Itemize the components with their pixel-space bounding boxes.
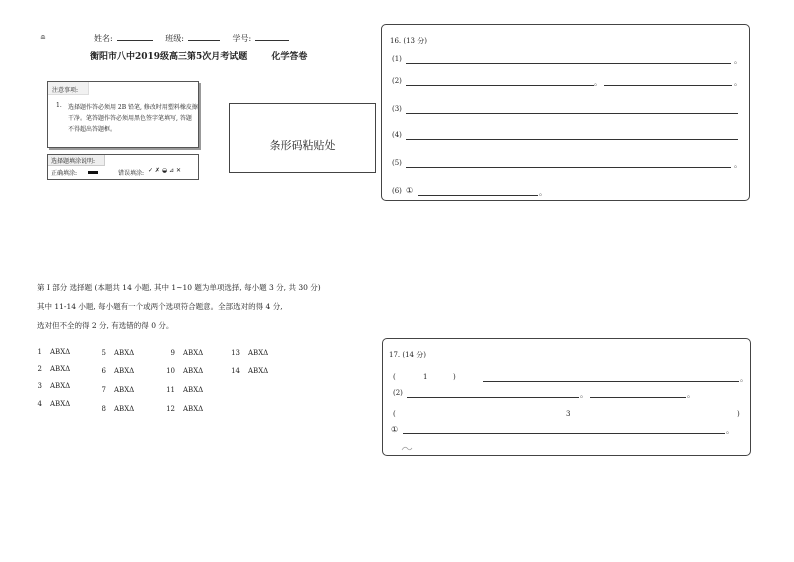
choice-8[interactable]: 8 ABXΔ: [101, 405, 135, 413]
exam-subtitle: 化学答卷: [271, 52, 308, 62]
section-line-3: 选对但不全的得 2 分, 有选错的得 0 分。: [37, 321, 174, 330]
section-line-2: 其中 11-14 小题, 每小题有一个或两个选项符合题意。全部选对的得 4 分,: [37, 302, 283, 311]
q16-answer-box: [381, 24, 750, 201]
q16-r5-period: 。: [734, 160, 742, 169]
correct-fill-label: 正确填涂:: [51, 170, 78, 177]
wrong-fill-marks: ✓ ✗ ◒ ⊿ ✕: [148, 167, 181, 174]
notice-heading: 注意事项:: [52, 87, 79, 94]
q16-r6-period: 。: [539, 188, 547, 197]
choice-1[interactable]: 1 ABXΔ: [37, 348, 71, 356]
q16-r2-line-a[interactable]: [406, 85, 594, 86]
wrong-fill-label: 错误填涂:: [118, 170, 145, 177]
q16-r2-end: 。: [734, 78, 742, 87]
q16-r5-line[interactable]: [406, 167, 731, 168]
section-line-1: 第 I 部分 选择题 (本题共 14 小题, 其中 1~10 题为单项选择, 每小题 3 分, 共 30 分): [37, 283, 321, 292]
notice-line-1: 选择题作答必须用 2B 铅笔, 修改时用塑料橡皮擦: [68, 104, 198, 111]
choice-10[interactable]: 10 ABXΔ: [166, 367, 204, 375]
choice-6[interactable]: 6 ABXΔ: [101, 367, 135, 375]
barcode-label: 条形码粘贴处: [269, 139, 336, 152]
choice-11[interactable]: 11 ABXΔ: [166, 386, 204, 394]
q16-r6-line[interactable]: [418, 195, 538, 196]
notice-line-2: 干净。笔答题作答必须用黑色签字笔填写, 答题: [68, 115, 192, 122]
q17-r1-open: (: [393, 373, 396, 381]
q16-r1-period: 。: [734, 56, 742, 65]
id-label: 学号:: [232, 34, 252, 43]
q16-heading: 16. (13 分): [390, 37, 427, 45]
q16-r2-period: 。: [594, 78, 602, 87]
q17-r3-open: (: [393, 410, 396, 418]
q16-r6-circle: ①: [406, 186, 414, 195]
choice-12[interactable]: 12 ABXΔ: [166, 405, 204, 413]
q16-r3-label: (3): [392, 105, 402, 113]
q16-r2-line-b[interactable]: [604, 85, 732, 86]
class-label: 班级:: [165, 34, 184, 43]
q16-r1-label: (1): [392, 55, 402, 63]
notice-box: [47, 81, 199, 148]
q17-r2-line-a[interactable]: [407, 397, 579, 398]
name-label: 姓名:: [94, 34, 113, 43]
q17-r1-num: 1: [423, 373, 428, 381]
q17-r3-num: 3: [566, 410, 571, 418]
q16-r4-line[interactable]: [406, 139, 738, 140]
q17-r1-line[interactable]: [483, 381, 739, 382]
choice-5[interactable]: 5 ABXΔ: [101, 349, 135, 357]
corner-mark: ≘: [40, 34, 46, 42]
q17-r3-close: ): [737, 410, 740, 418]
scribble-mark: [401, 445, 413, 451]
fill-example-box: [47, 154, 199, 180]
q16-r2-label: (2): [392, 77, 402, 85]
q17-answer-box: [382, 338, 751, 456]
choice-9[interactable]: 9 ABXΔ: [170, 349, 204, 357]
choice-13[interactable]: 13 ABXΔ: [231, 349, 269, 357]
choice-2[interactable]: 2 ABXΔ: [37, 365, 71, 373]
q17-r2-end: 。: [687, 390, 695, 399]
q17-r1-close: ): [453, 373, 456, 381]
q17-r2-label: (2): [393, 389, 403, 397]
q16-r5-label: (5): [392, 159, 402, 167]
q17-heading: 17. (14 分): [389, 351, 426, 359]
notice-item-number: 1.: [56, 102, 62, 109]
fill-heading: 选择题填涂说明:: [51, 158, 96, 165]
q17-r1-period: 。: [740, 374, 748, 383]
student-info: [94, 32, 293, 44]
q17-r2-line-b[interactable]: [590, 397, 686, 398]
choice-3[interactable]: 3 ABXΔ: [37, 382, 71, 390]
q17-r2-period: 。: [580, 390, 588, 399]
q17-r4-line[interactable]: [403, 433, 725, 434]
correct-fill-mark: [88, 171, 98, 174]
choice-4[interactable]: 4 ABXΔ: [37, 400, 71, 408]
exam-title: [90, 49, 307, 62]
name-field[interactable]: [117, 32, 153, 41]
q17-r4-circle: ①: [391, 425, 399, 434]
choice-14[interactable]: 14 ABXΔ: [231, 367, 269, 375]
class-field[interactable]: [188, 32, 220, 41]
id-field[interactable]: [255, 32, 289, 41]
q16-r1-line[interactable]: [406, 63, 731, 64]
barcode-area: [229, 103, 376, 173]
q16-r6-label: (6): [392, 187, 402, 195]
q17-r4-period: 。: [726, 426, 734, 435]
exam-title-text: 衡阳市八中2019级高三第5次月考试题: [90, 52, 248, 62]
q16-r4-label: (4): [392, 131, 402, 139]
notice-line-3: 不得超出答题框。: [68, 126, 117, 133]
choice-7[interactable]: 7 ABXΔ: [101, 386, 135, 394]
q16-r3-line[interactable]: [406, 113, 738, 114]
